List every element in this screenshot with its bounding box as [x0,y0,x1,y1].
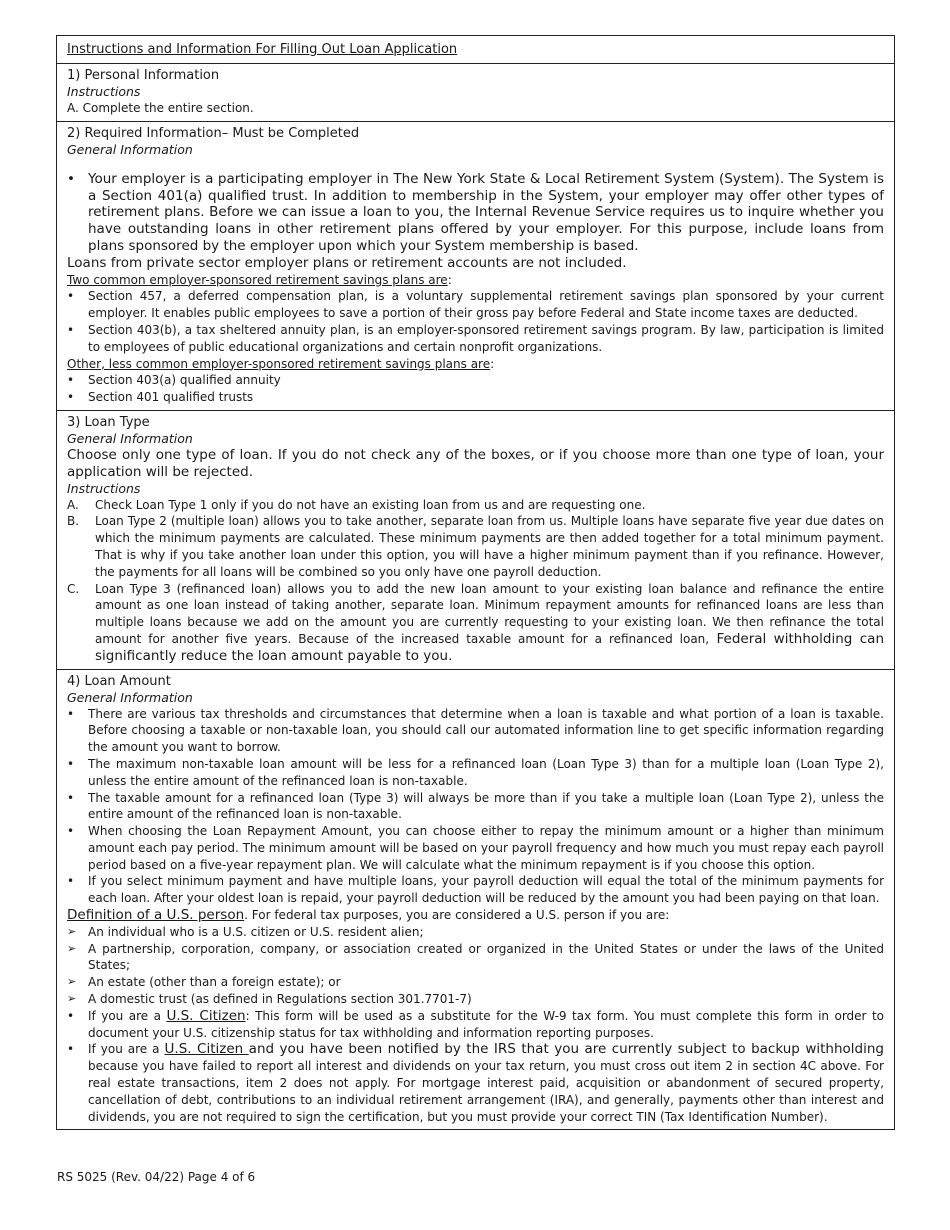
section-2-heading: 2) Required Information– Must be Completed [67,125,360,141]
section-1-subheading: Instructions [67,84,141,99]
list-item: • Section 457, a deferred compensation plan, is a voluntary supplemental retirement savings plan sponsored by your current employer. It enables public employees to save a portion of their gross pay before Federal and State income taxes are deducted. [67,288,884,322]
list-item: ➢ An individual who is a U.S. citizen or U.S. resident alien; [67,924,884,941]
us-person-definition-text: . For federal tax purposes, you are considered a U.S. person if you are: [244,908,670,923]
required-information-section: 2) Required Information– Must be Completed General Information • Your employer is a participating employer in The New York State & Local Retirement System (System). The System is a Section 401(a) qualified trust. In addition to membership in the System, your employer may offer other types of retirement plans. Before we can issue a loan to you, the Internal Revenue Service requires us to inquire whether you have outstanding loans in other retirement plans offered by your employer. For this purpose, include loans from plans sponsored by the employer upon which your System membership is based. Loans from private sector employer plans or retirement accounts are not included. Two common employer-sponsored retirement savings plans are: • Section 457, a deferred compensation plan, is a voluntary supplemental retirement savings plan sponsored by your current employer. It enables public employees to save a portion of their gross pay before Federal and State income taxes are deducted. • Section 403(b), a tax sheltered annuity plan, is an employer-sponsored retirement savings program. By law, participation is limited to employees of public educational organizations and certain nonprofit organizations. Other, less common employer-sponsored retirement savings plans are: • Section 403(a) qualified annuity • Section 401 qualified trusts [57,121,894,410]
section-4-subheading: General Information [67,689,193,705]
list-item: • The taxable amount for a refinanced loan (Type 3) will always be more than if you take a multiple loan (Loan Type 2), unless the entire amount of the refinanced loan is non-taxable. [67,790,884,824]
list-item: • There are various tax thresholds and circumstances that determine when a loan is taxable and what portion of a loan is taxable. Before choosing a taxable or non-taxable loan, you should call our automated information line to get specific information regarding the amount you want to borrow. [67,706,884,756]
list-item: C. Loan Type 3 (refinanced loan) allows you to add the new loan amount to your existing loan balance and refinance the entire amount as one loan instead of taking another, separate loan. Minimum repayment amounts for refinanced loans are less than multiple loans because we add on the amount you are currently requesting to your existing loan. We then refinance the total amount for another five years. Because of the increased taxable amount for a refinanced loan, Federal withholding can significantly reduce the loan amount payable to you. [67,581,884,664]
section-2-main-list [67,171,884,255]
private-sector-note: Loans from private sector employer plans or retirement accounts are not included. [67,254,627,271]
list-item: • The maximum non-taxable loan amount will be less for a refinanced loan (Loan Type 3) than for a multiple loan (Loan Type 2), unless the entire amount of the refinanced loan is non-taxable. [67,756,884,790]
document-title: Instructions and Information For Filling Out Loan Application [67,42,458,57]
instructions-document [56,35,895,1130]
loan-type-instructions [67,497,884,665]
list-item: • Your employer is a participating employer in The New York State & Local Retirement System (System). The System is a Section 401(a) qualified trust. In addition to membership in the System, your employer may offer other types of retirement plans. Before we can issue a loan to you, the Internal Revenue Service requires us to inquire whether you have outstanding loans in other retirement plans offered by your employer. For this purpose, include loans from plans sponsored by the employer upon which your System membership is based. [67,171,884,255]
list-item: ➢ A partnership, corporation, company, or association created or organized in the United States or under the laws of the United States; [67,941,884,975]
personal-information-section [57,63,894,121]
citizen-list [67,1008,884,1126]
loan-amount-section [57,669,894,1130]
list-item: • If you are a U.S. Citizen and you have been notified by the IRS that you are currently subject to backup withholding because you have failed to report all interest and dividends on your tax return, you must cross out item 2 in section 4C above. For real estate transactions, item 2 does not apply. For mortgage interest paid, acquisition or abandonment of secured property, cancellation of debt, contributions to an individual retirement arrangement (IRA), and generally, payments other than interest and dividends, you are not required to sign the certification, but you must provide your correct TIN (Tax Identification Number). [67,1041,884,1125]
list-item: ➢ An estate (other than a foreign estate); or [67,974,884,991]
section-3-instructions-heading: Instructions [67,480,141,496]
form-footer: RS 5025 (Rev. 04/22) Page 4 of 6 [57,1170,256,1184]
loan-type-intro: Choose only one type of loan. If you do not check any of the boxes, or if you choose more than one type of loan, your application will be rejected. [67,446,884,480]
list-item: ➢ A domestic trust (as defined in Regulations section 301.7701-7) [67,991,884,1008]
list-item: • If you are a U.S. Citizen: This form will be used as a substitute for the W-9 tax form. You must complete this form in order to document your U.S. citizenship status for tax withholding and information reporting purposes. [67,1008,884,1042]
section-4-heading: 4) Loan Amount [67,673,171,689]
section-3-subheading: General Information [67,430,193,446]
common-plans-heading: Two common employer-sponsored retirement savings plans are [67,272,448,287]
list-item: • When choosing the Loan Repayment Amount, you can choose either to repay the minimum amount or a higher than minimum amount each pay period. The minimum amount will be based on your payroll frequency and how much you must repay each payroll period based on a five-year repayment plan. We will calculate what the minimum repayment is if you choose this option. [67,823,884,873]
list-item: • Section 401 qualified trusts [67,389,884,406]
other-plans-heading: Other, less common employer-sponsored retirement savings plans are [67,356,491,371]
section-3-heading: 3) Loan Type [67,414,150,430]
loan-amount-list [67,706,884,908]
list-item: • Section 403(a) qualified annuity [67,372,884,389]
section-1-heading: 1) Personal Information [67,68,220,83]
section-1-item: A. Complete the entire section. [67,101,254,115]
loan-type-section [57,410,894,669]
section-2-subheading: General Information [67,141,193,157]
us-person-definition-label: Definition of a U.S. person [67,907,245,924]
us-person-list [67,924,884,1008]
list-item: • Section 403(b), a tax sheltered annuity plan, is an employer-sponsored retirement savings program. By law, participation is limited to employees of public educational organizations and certain nonprofit organizations. [67,322,884,356]
list-item: • If you select minimum payment and have multiple loans, your payroll deduction will equal the total of the minimum payments for each loan. After your oldest loan is repaid, your payroll deduction will be reduced by the amount you had been paying on that loan. [67,873,884,907]
list-item: A. Check Loan Type 1 only if you do not have an existing loan from us and are requesting one. [67,497,646,512]
spacer [67,158,884,171]
title-section [57,36,894,63]
common-plans-list [67,288,884,355]
other-plans-list [67,372,884,406]
list-item: B. Loan Type 2 (multiple loan) allows you to take another, separate loan from us. Multiple loans have separate five year due dates on which the minimum payments are calculated. These minimum payments are then added together for a total minimum payment. That is why if you take another loan under this option, you will have a higher minimum payment than if you refinance. However, the payments for all loans will be combined so you only have one payroll deduction. [67,514,884,579]
